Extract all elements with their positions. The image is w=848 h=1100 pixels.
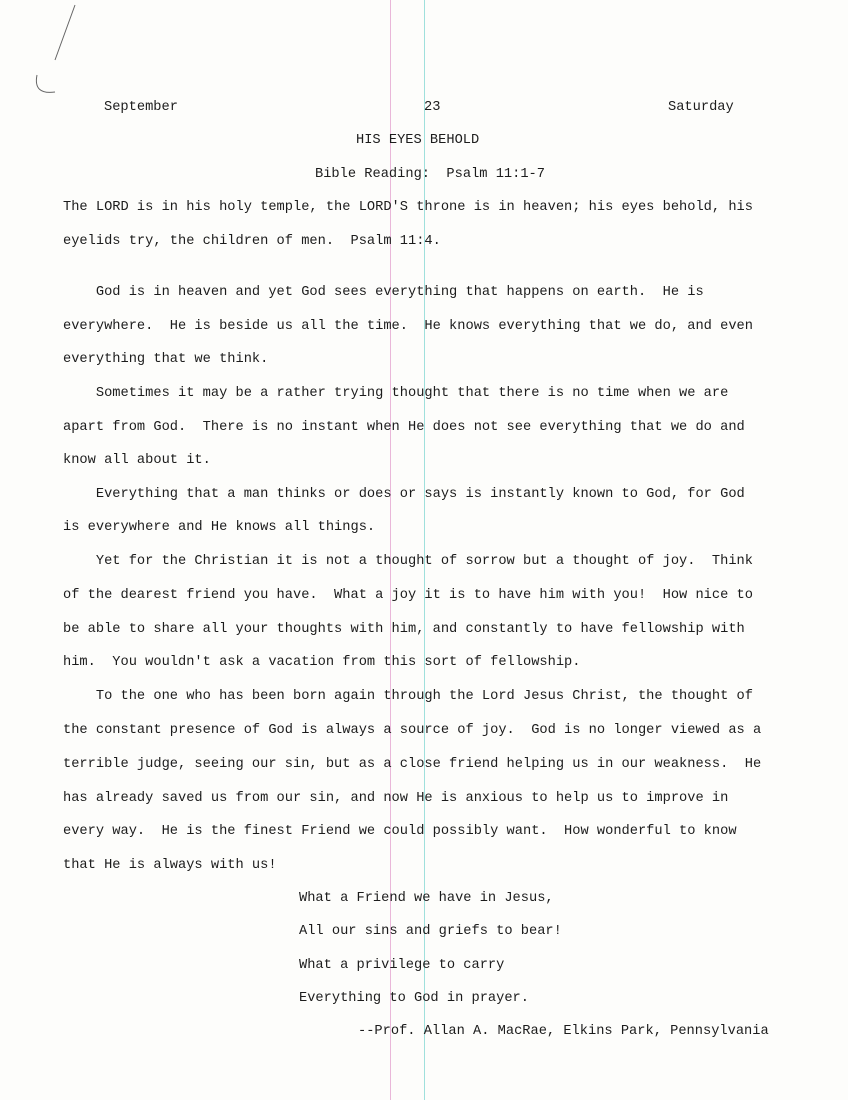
poem-line: All our sins and griefs to bear! [299,924,562,939]
verse-line: The LORD is in his holy temple, the LORD'S throne is in heaven; his eyes behold, his [63,200,753,215]
header-day-number: 23 [424,100,441,115]
body-line: him. You wouldn't ask a vacation from this sort of fellowship. [63,655,581,670]
poem-line: Everything to God in prayer. [299,991,529,1006]
header-month: September [104,100,178,115]
body-line: terrible judge, seeing our sin, but as a close friend helping us in our weakness. He [63,757,762,772]
body-line: of the dearest friend you have. What a joy it is to have him with you! How nice to [63,588,753,603]
body-line: Everything that a man thinks or does or says is instantly known to God, for God [63,487,745,502]
page-title: HIS EYES BEHOLD [356,133,480,148]
body-line: To the one who has been born again through the Lord Jesus Christ, the thought of [63,689,753,704]
poem-line: What a Friend we have in Jesus, [299,891,554,906]
header-weekday: Saturday [668,100,734,115]
bible-reading: Bible Reading: Psalm 11:1-7 [315,167,545,182]
body-line: apart from God. There is no instant when He does not see everything that we do and [63,420,745,435]
verse-line: eyelids try, the children of men. Psalm 11:4. [63,234,441,249]
body-line: is everywhere and He knows all things. [63,520,376,535]
body-line: has already saved us from our sin, and now He is anxious to help us to improve in [63,791,729,806]
body-line: everywhere. He is beside us all the time. He knows everything that we do, and even [63,319,753,334]
body-line: Sometimes it may be a rather trying thought that there is no time when we are [63,386,729,401]
body-line: Yet for the Christian it is not a thought of sorrow but a thought of joy. Think [63,554,753,569]
attribution: --Prof. Allan A. MacRae, Elkins Park, Pennsylvania [358,1024,769,1039]
pencil-mark [15,0,85,120]
body-line: the constant presence of God is always a source of joy. God is no longer viewed as a [63,723,762,738]
poem-line: What a privilege to carry [299,958,505,973]
body-line: be able to share all your thoughts with him, and constantly to have fellowship with [63,622,745,637]
body-line: God is in heaven and yet God sees everything that happens on earth. He is [63,285,704,300]
body-line: every way. He is the finest Friend we could possibly want. How wonderful to know [63,824,737,839]
body-line: know all about it. [63,453,211,468]
body-line: that He is always with us! [63,858,277,873]
body-line: everything that we think. [63,352,269,367]
